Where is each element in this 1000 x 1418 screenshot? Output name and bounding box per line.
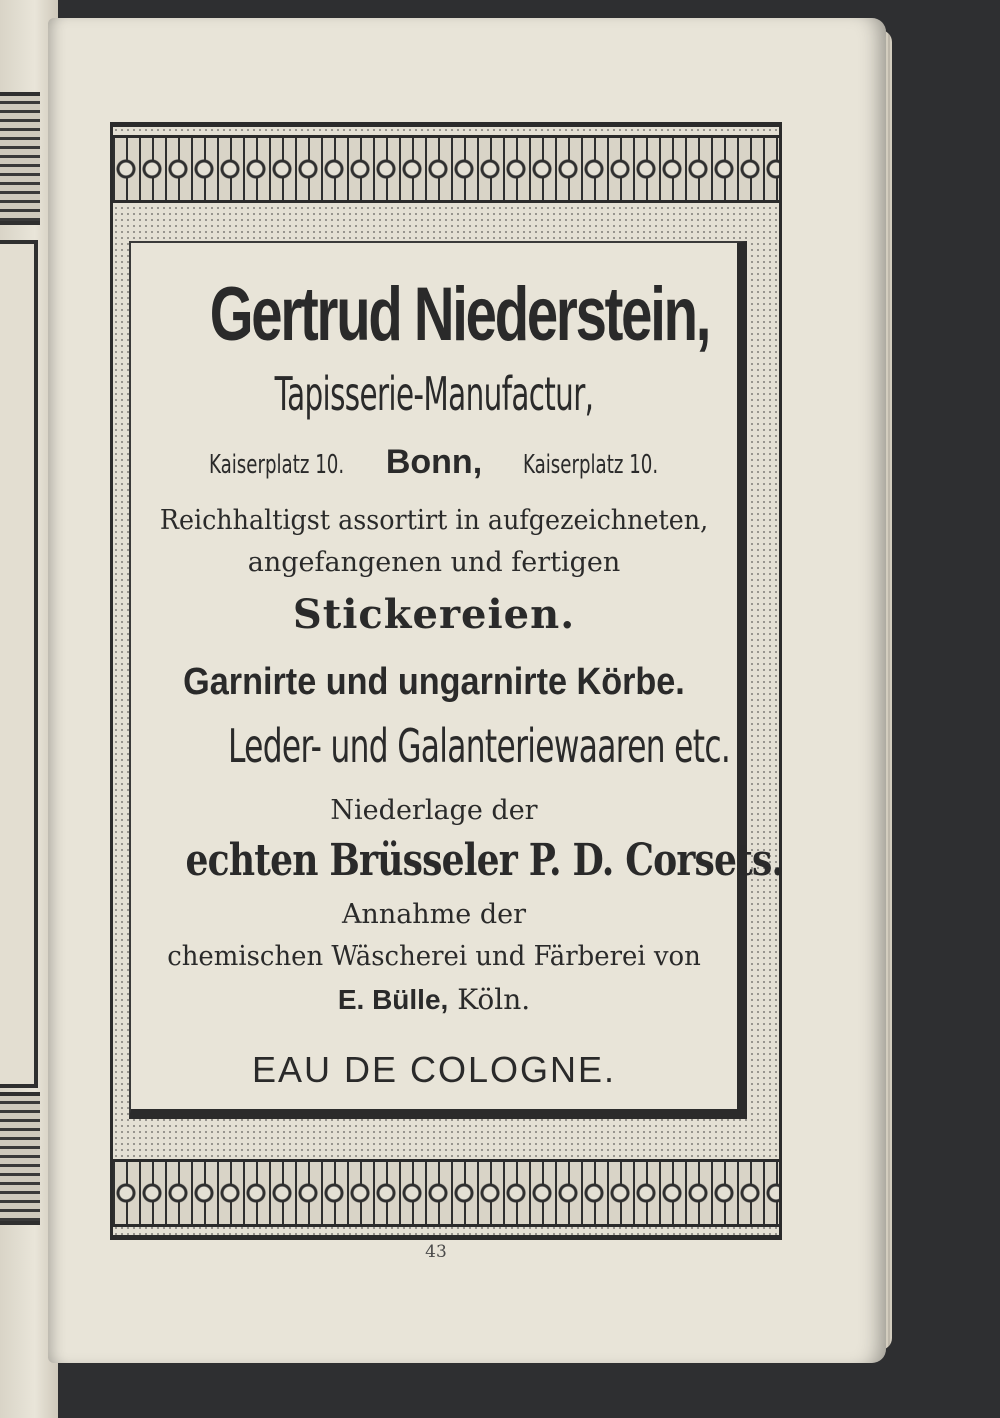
dry-cleaning-line: chemischen Wäscherei und Färberei von xyxy=(167,941,701,972)
facing-page-frame xyxy=(0,240,38,1088)
embroidery-heading: Stickereien. xyxy=(292,591,576,638)
facing-page-ornament xyxy=(0,92,40,225)
book-page xyxy=(48,18,886,1363)
address-right: Kaiserplatz 10. xyxy=(523,450,659,480)
leather-goods-line: Leder- und Galanteriewaaren etc. xyxy=(227,719,731,773)
city: Bonn, xyxy=(385,443,483,481)
firm-city: Köln. xyxy=(457,983,531,1016)
business-name: Gertrud Niederstein, xyxy=(209,272,710,357)
firm-line xyxy=(131,983,737,1016)
advertisement-frame xyxy=(110,122,782,1240)
ornament-border-top xyxy=(113,135,779,203)
address-left: Kaiserplatz 10. xyxy=(209,450,345,480)
business-type: Tapisserie-Manufactur, xyxy=(274,367,594,421)
facing-page-ornament xyxy=(0,1092,40,1225)
depot-line: Niederlage der xyxy=(330,795,538,826)
corsets-line: echten Brüsseler P. D. Corsets. xyxy=(185,835,784,886)
ornament-border-bottom xyxy=(113,1159,779,1227)
assortment-line: Reichhaltigst assortirt in aufgezeichneten, xyxy=(159,505,709,536)
page-number: 43 xyxy=(425,1242,447,1262)
advertisement-panel xyxy=(129,241,784,1119)
baskets-line: Garnirte und ungarnirte Körbe. xyxy=(183,661,685,703)
firm-name: E. Bülle, xyxy=(337,984,449,1015)
eau-de-cologne-line: EAU DE COLOGNE. xyxy=(251,1049,617,1090)
assortment-line-2: angefangenen und fertigen xyxy=(247,547,621,578)
acceptance-line: Annahme der xyxy=(341,899,527,930)
address-line xyxy=(131,443,737,482)
